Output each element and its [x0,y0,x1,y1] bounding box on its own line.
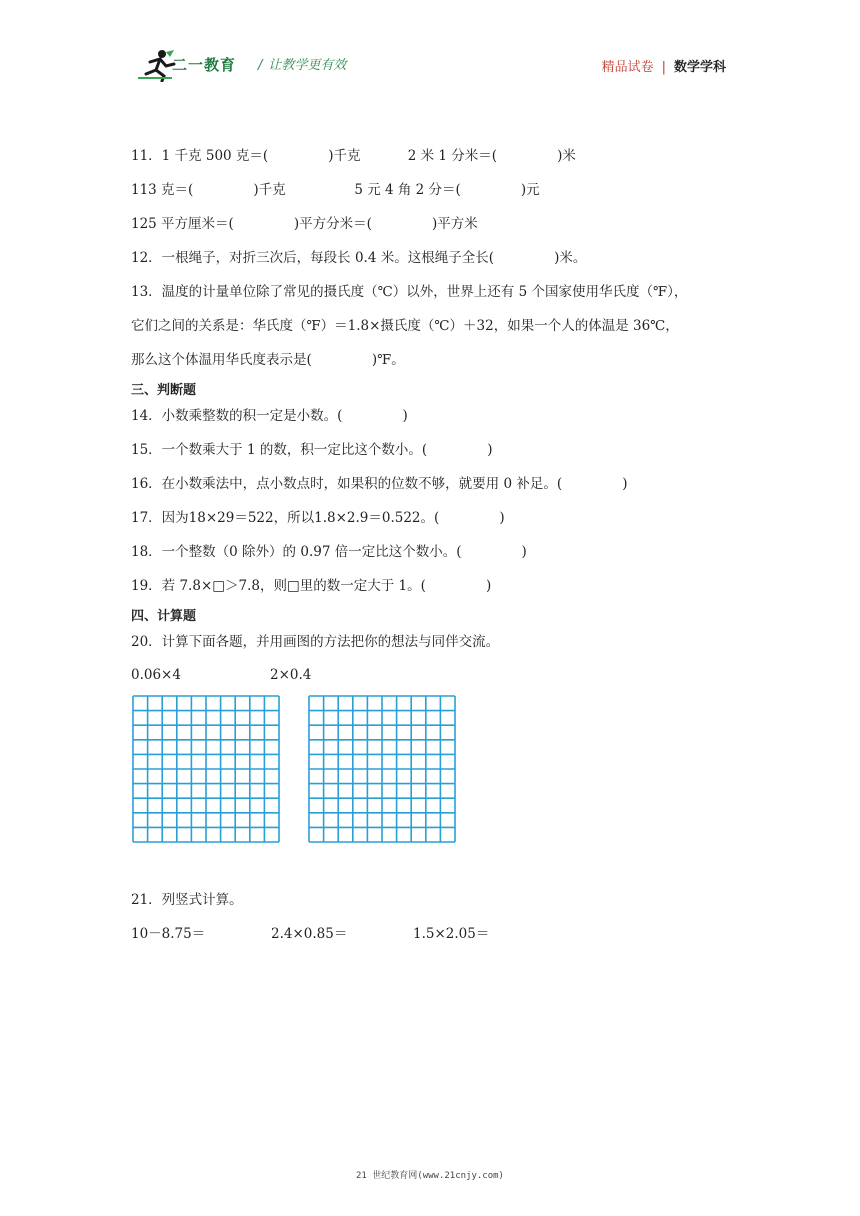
runner-logo-icon [136,48,176,82]
slogan [258,54,346,73]
question-14: 14．小数乘整数的积一定是小数。( ) [131,408,408,424]
expression-a: 0.06×4 [131,667,181,683]
expression-b: 2×0.4 [270,667,312,683]
question-15: 15．一个数乘大于 1 的数，积一定比这个数小。( ) [131,442,493,458]
question-11-line-2: 113 克＝( )千克 5 元 4 角 2 分＝( )元 [131,182,540,198]
paper-tag: 精品试卷 [601,60,654,75]
question-18: 18．一个整数（0 除外）的 0.97 倍一定比这个数小。( ) [131,544,527,560]
header-right [602,56,726,75]
hundred-grid-a [131,694,281,844]
slogan-separator: / [258,58,263,73]
question-19: 19．若 7.8×□＞7.8，则□里的数一定大于 1。( ) [131,578,492,594]
question-17: 17．因为18×29＝522，所以1.8×2.9＝0.522。( ) [131,510,505,526]
question-13-line-2: 它们之间的关系是：华氏度（℉）＝1.8×摄氏度（℃）＋32，如果一个人的体温是 36℃， [131,318,679,334]
footer-source: 21 世纪教育网(www.21cnjy.com) [356,1171,504,1181]
question-12: 12．一根绳子，对折三次后，每段长 0.4 米。这根绳子全长( )米。 [131,250,587,266]
calc-a: 10－8.75＝ [131,926,206,942]
page-header [0,0,860,110]
question-16: 16．在小数乘法中，点小数点时，如果积的位数不够，就要用 0 补足。( ) [131,476,628,492]
section-calculation-title: 四、计算题 [131,609,197,624]
calc-b: 2.4×0.85＝ [271,926,348,942]
hundred-grid-b [307,694,457,844]
question-20: 20．计算下面各题，并用画图的方法把你的想法与同伴交流。 [131,634,500,650]
calc-c: 1.5×2.05＝ [413,926,490,942]
section-judgement-title: 三、判断题 [131,383,197,398]
brand-name: 二一教育 [172,56,237,74]
question-11-line-1: 11．1 千克 500 克＝( )千克 2 米 1 分米＝( )米 [131,148,576,164]
question-13-line-3: 那么这个体温用华氏度表示是( )℉。 [131,352,405,368]
subject-label: 数学学科 [673,60,726,75]
question-11-line-3: 125 平方厘米＝( )平方分米＝( )平方米 [131,216,478,232]
question-21: 21．列竖式计算。 [131,892,243,908]
question-13-line-1: 13．温度的计量单位除了常见的摄氏度（℃）以外，世界上还有 5 个国家使用华氏度（℉）， [131,284,688,300]
slogan-text: 让教学更有效 [268,58,347,73]
header-divider: | [661,60,666,75]
